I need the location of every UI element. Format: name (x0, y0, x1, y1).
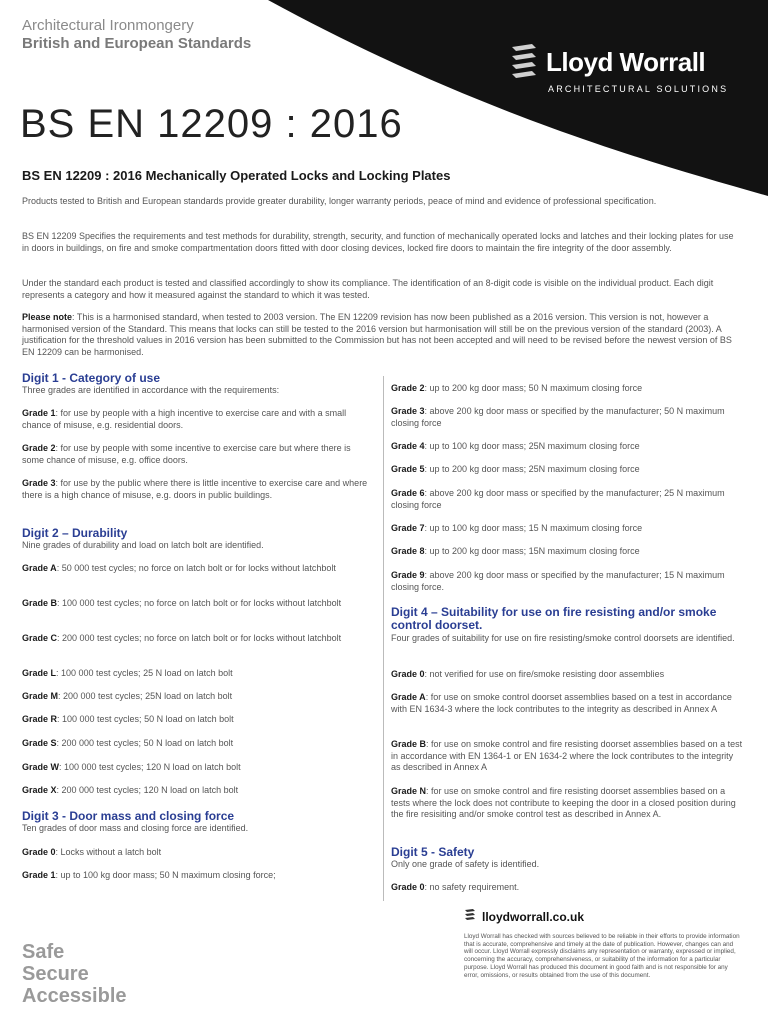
header-subcategory: British and European Standards (22, 35, 252, 52)
brand-logo-tagline: ARCHITECTURAL SOLUTIONS (548, 84, 729, 94)
digit-4-grade-a (391, 692, 743, 715)
digit-3-heading: Digit 3 - Door mass and closing force (22, 809, 235, 823)
grade-label: Grade C (22, 633, 58, 643)
grade-text: : 100 000 test cycles; 25 N load on latch bolt (56, 668, 233, 678)
grade-label: Grade 3 (391, 406, 425, 416)
section-title: BS EN 12209 : 2016 Mechanically Operated Locks and Locking Plates (22, 168, 451, 183)
grade-text: : up to 100 kg door mass; 50 N maximum closing force; (55, 870, 276, 880)
digit-5-grade-0 (391, 882, 519, 894)
grade-text: : above 200 kg door mass or specified by the manufacturer; 25 N maximum closing force (391, 488, 725, 510)
grade-label: Grade 1 (22, 408, 56, 418)
grade-text: : for use by the public where there is little incentive to exercise care and where there is a high chance of misuse, e.g. doors in public buildings. (22, 478, 368, 500)
digit-3-grade-8 (391, 546, 640, 558)
grade-text: : 100 000 test cycles; 50 N load on latch bolt (57, 714, 234, 724)
note-text: : This is a harmonised standard, when tested to 2003 version. The EN 12209 revision has now been published as a 2016 version. This version is not, however a harmonised version of the Standard. This means that locks can still be tested to the 2016 version but harmonisation will still be on the previous version of the standard (2003). A justification for the threshold values in 2016 version has been submitted to the Commission but has not been accepted and will need to be revised before the newest version of BS EN 12209 can be harmonised. (22, 312, 732, 357)
grade-text: : for use by people with some incentive to exercise care but where there is some chance of misuse, e.g. office doors. (22, 443, 351, 465)
digit-3-grade-3 (391, 406, 743, 429)
digit-2-grade-m (22, 691, 232, 703)
intro-paragraph-3: Under the standard each product is tested and classified accordingly to show its compliance. The identification of an 8-digit code is visible on the individual product. Each digit represents a category and how it measured against the standard to which it was tested. (22, 278, 714, 300)
digit-2-grade-c (22, 633, 341, 645)
digit-2-grade-r (22, 714, 234, 726)
digit-5-heading: Digit 5 - Safety (391, 845, 475, 859)
grade-text: : 100 000 test cycles; 120 N load on latch bolt (59, 762, 241, 772)
digit-1-heading: Digit 1 - Category of use (22, 371, 161, 385)
intro-note (22, 312, 740, 358)
grade-label: Grade L (22, 668, 57, 678)
grade-label: Grade A (22, 563, 57, 573)
grade-text: : no safety requirement. (424, 882, 520, 892)
digit-3-grade-7 (391, 523, 642, 535)
grade-label: Grade 8 (391, 546, 425, 556)
digit-3-grade-4 (391, 441, 640, 453)
digit-3-grade-9 (391, 570, 743, 593)
digit-1-grade-3 (22, 478, 372, 501)
digit-3-intro: Ten grades of door mass and closing force are identified. (22, 823, 249, 833)
grade-label: Grade B (22, 598, 58, 608)
digit-4-grade-n (391, 786, 743, 821)
grade-label: Grade M (22, 691, 59, 701)
grade-text: : for use by people with a high incentive to exercise care and with a small chance of misuse, e.g. residential doors. (22, 408, 347, 430)
digit-1-intro: Three grades are identified in accordance with the requirements: (22, 385, 280, 395)
column-divider (383, 376, 384, 901)
page-title: BS EN 12209 : 2016 (20, 102, 403, 146)
grade-text: : for use on smoke control and fire resisting doorset assemblies based on a test in accordance with EN 1364-1 or EN 1634-2 where the lock contributes to the integrity as described in Annex A (391, 739, 743, 772)
tagline-accessible: Accessible (22, 985, 127, 1007)
header-category: Architectural Ironmongery (22, 17, 194, 34)
grade-label: Grade N (391, 786, 427, 796)
grade-text: : above 200 kg door mass or specified by the manufacturer; 15 N maximum closing force. (391, 570, 725, 592)
digit-2-grade-w (22, 762, 241, 774)
grade-label: Grade 7 (391, 523, 425, 533)
grade-text: : 200 000 test cycles; 120 N load on latch bolt (56, 785, 239, 795)
tagline-safe: Safe (22, 941, 65, 963)
stripes-logo-icon (510, 44, 540, 80)
grade-text: : for use on smoke control and fire resisting doorset assemblies based on a tests where the lock does not contribute to keeping the door in a closed position during the fire resisiting and/or smoke control test as described in Annex A. (391, 786, 736, 819)
digit-3-grade-6 (391, 488, 743, 511)
digit-4-heading: Digit 4 – Suitability for use on fire resisting and/or smoke control doorset. (391, 605, 717, 632)
digit-3-grade-5 (391, 464, 640, 476)
digit-2-grade-s (22, 738, 233, 750)
grade-text: : 200 000 test cycles; no force on latch bolt or for locks without latchbolt (57, 633, 342, 643)
grade-label: Grade 2 (22, 443, 56, 453)
grade-label: Grade B (391, 739, 427, 749)
stripes-small-logo-icon (464, 909, 476, 923)
digit-1-grade-2 (22, 443, 372, 466)
digit-4-grade-0 (391, 669, 664, 681)
intro-paragraph-1: Products tested to British and European standards provide greater durability, longer warranty periods, peace of mind and evidence of professional specification. (22, 196, 657, 206)
grade-label: Grade 5 (391, 464, 425, 474)
grade-label: Grade R (22, 714, 58, 724)
grade-text: : above 200 kg door mass or specified by the manufacturer; 50 N maximum closing force (391, 406, 725, 428)
grade-label: Grade 3 (22, 478, 56, 488)
digit-3-grade-2 (391, 383, 642, 395)
website-link[interactable]: lloydworrall.co.uk (482, 910, 585, 924)
grade-label: Grade 4 (391, 441, 425, 451)
grade-label: Grade 0 (391, 882, 425, 892)
grade-label: Grade 2 (391, 383, 425, 393)
grade-text: : 50 000 test cycles; no force on latch bolt or for locks without latchbolt (56, 563, 336, 573)
grade-text: : 100 000 test cycles; no force on latch bolt or for locks without latchbolt (57, 598, 342, 608)
digit-5-intro: Only one grade of safety is identified. (391, 859, 540, 869)
digit-4-grade-b (391, 739, 743, 774)
grade-text: : up to 100 kg door mass; 25N maximum closing force (424, 441, 640, 451)
digit-1-grade-1 (22, 408, 372, 431)
grade-text: : 200 000 test cycles; 50 N load on latch bolt (56, 738, 234, 748)
grade-label: Grade 6 (391, 488, 425, 498)
disclaimer-text: Lloyd Worrall has checked with sources believed to be reliable in their efforts to provide information that is accurate, comprehensive and timely at the date of publication. However, changes can and will occur. Lloyd Worrall expressly disclaims any representation or warranty, expressed or implied, concerning the accuracy, comprehensiveness, or suitability of the information for a particular purpose. Lloyd Worrall has produced this document in good faith and is not responsible for any error, omissions, or results obtained from the use of this document. (464, 933, 740, 979)
grade-text: : Locks without a latch bolt (55, 847, 162, 857)
brand-logo-name: Lloyd Worrall (546, 47, 706, 77)
grade-label: Grade 1 (22, 870, 56, 880)
digit-2-grade-a (22, 563, 336, 575)
grade-label: Grade 9 (391, 570, 425, 580)
grade-label: Grade 0 (391, 669, 425, 679)
digit-4-intro: Four grades of suitability for use on fire resisting/smoke control doorsets are identified. (391, 633, 735, 643)
grade-text: : up to 200 kg door mass; 15N maximum closing force (424, 546, 640, 556)
digit-2-grade-x (22, 785, 238, 797)
grade-label: Grade W (22, 762, 60, 772)
grade-label: Grade 0 (22, 847, 56, 857)
digit-2-grade-l (22, 668, 233, 680)
note-label: Please note (22, 312, 73, 322)
digit-2-grade-b (22, 598, 341, 610)
grade-label: Grade A (391, 692, 426, 702)
digit-2-heading: Digit 2 – Durability (22, 526, 128, 540)
grade-text: : up to 200 kg door mass; 50 N maximum closing force (424, 383, 643, 393)
grade-text: : not verified for use on fire/smoke resisting door assemblies (424, 669, 665, 679)
digit-2-intro: Nine grades of durability and load on latch bolt are identified. (22, 540, 264, 550)
grade-text: : for use on smoke control doorset assemblies based on a test in accordance with EN 1634-3 where the lock contributes to the integrity as described in Annex A (391, 692, 732, 714)
grade-text: : up to 200 kg door mass; 25N maximum closing force (424, 464, 640, 474)
grade-text: : 200 000 test cycles; 25N load on latch bolt (58, 691, 233, 701)
grade-label: Grade S (22, 738, 57, 748)
digit-3-grade-1 (22, 870, 276, 882)
tagline-secure: Secure (22, 963, 89, 985)
digit-3-grade-0 (22, 847, 161, 859)
intro-paragraph-2: BS EN 12209 Specifies the requirements and test methods for durability, strength, security, and function of mechanically operated locks and latches and their locking plates for use in doors in buildings, on fire and smoke compartmentation doors fitted with door closing devices, locked fire doors to maintain the fire integrity of the door assembly. (22, 231, 734, 253)
grade-text: : up to 100 kg door mass; 15 N maximum closing force (424, 523, 643, 533)
grade-label: Grade X (22, 785, 57, 795)
